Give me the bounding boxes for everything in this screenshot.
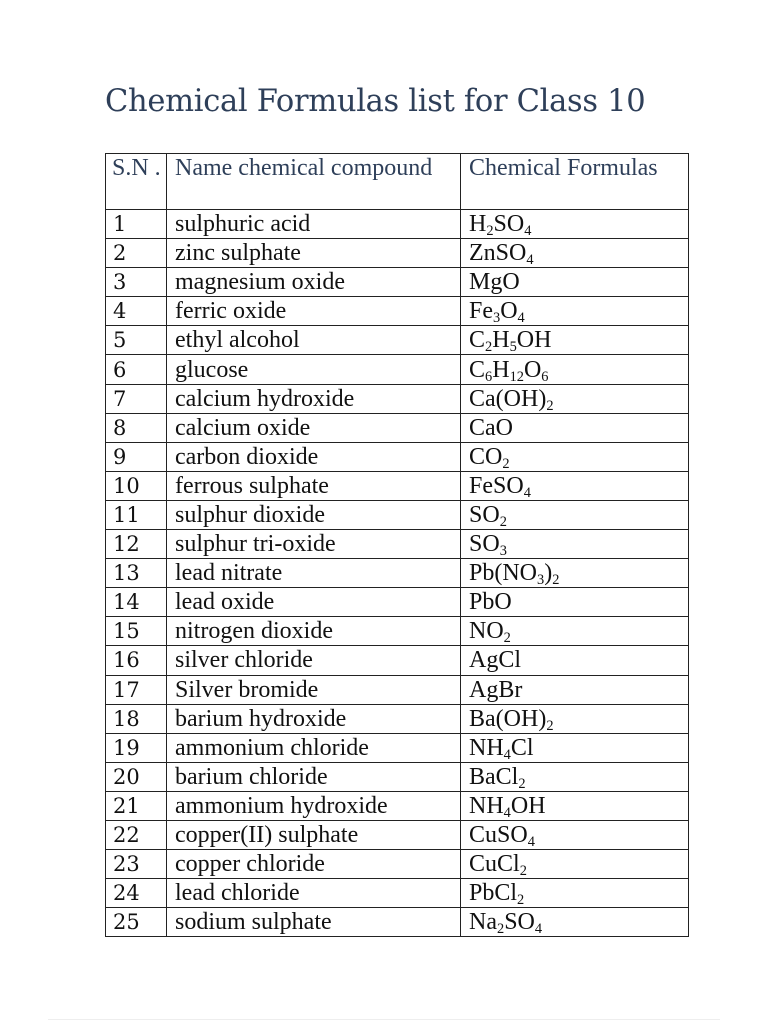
column-header-sn: S.N . <box>106 154 167 210</box>
row-serial-number: 23 <box>106 850 167 879</box>
table-body <box>106 210 689 937</box>
row-chemical-formula: BaCl$_2$ <box>461 762 689 791</box>
row-chemical-formula: $SO_2$ <box>461 500 689 529</box>
row-chemical-formula: MgO <box>461 268 689 297</box>
row-chemical-formula: AgCl <box>461 646 689 675</box>
table-row <box>106 413 689 442</box>
row-chemical-formula: $Ca(OH)_2$ <box>461 384 689 413</box>
table-row <box>106 820 689 849</box>
row-chemical-formula: $Na_2SO_4$ <box>461 908 689 937</box>
row-serial-number: 4 <box>106 297 167 326</box>
row-serial-number: 8 <box>106 413 167 442</box>
table-row <box>106 850 689 879</box>
row-compound-name: silver chloride <box>167 646 461 675</box>
row-compound-name: calcium oxide <box>167 413 461 442</box>
row-serial-number: 15 <box>106 617 167 646</box>
row-chemical-formula: $C_2H_5OH$ <box>461 326 689 355</box>
row-serial-number: 24 <box>106 879 167 908</box>
row-chemical-formula: PbCl$_2$ <box>461 879 689 908</box>
row-compound-name: copper(II) sulphate <box>167 820 461 849</box>
row-chemical-formula: $H_2SO_4$ <box>461 210 689 239</box>
row-compound-name: calcium hydroxide <box>167 384 461 413</box>
row-compound-name: magnesium oxide <box>167 268 461 297</box>
row-chemical-formula: $C_6H_{12}O_6$ <box>461 355 689 384</box>
table-row <box>106 326 689 355</box>
row-chemical-formula: $CO_2$ <box>461 442 689 471</box>
table-row <box>106 297 689 326</box>
row-serial-number: 22 <box>106 820 167 849</box>
chemical-formulas-table <box>105 153 689 937</box>
row-serial-number: 14 <box>106 588 167 617</box>
table-row <box>106 500 689 529</box>
table-row <box>106 384 689 413</box>
row-compound-name: ethyl alcohol <box>167 326 461 355</box>
table-row <box>106 268 689 297</box>
row-compound-name: sulphur tri-oxide <box>167 530 461 559</box>
table-row <box>106 762 689 791</box>
row-serial-number: 3 <box>106 268 167 297</box>
page-bottom-divider <box>48 1019 720 1020</box>
table-row <box>106 879 689 908</box>
row-chemical-formula: $NH_4Cl$ <box>461 733 689 762</box>
table-row <box>106 617 689 646</box>
row-serial-number: 1 <box>106 210 167 239</box>
row-compound-name: ammonium hydroxide <box>167 791 461 820</box>
row-compound-name: barium hydroxide <box>167 704 461 733</box>
row-compound-name: Silver bromide <box>167 675 461 704</box>
row-serial-number: 25 <box>106 908 167 937</box>
row-chemical-formula: $Pb(NO_3)_2$ <box>461 559 689 588</box>
table-row <box>106 559 689 588</box>
row-chemical-formula: $Fe_3O_4$ <box>461 297 689 326</box>
row-serial-number: 12 <box>106 530 167 559</box>
row-chemical-formula: $SO_3$ <box>461 530 689 559</box>
row-serial-number: 20 <box>106 762 167 791</box>
row-compound-name: copper chloride <box>167 850 461 879</box>
row-serial-number: 19 <box>106 733 167 762</box>
row-chemical-formula: $Ba(OH)_2$ <box>461 704 689 733</box>
row-compound-name: nitrogen dioxide <box>167 617 461 646</box>
row-serial-number: 17 <box>106 675 167 704</box>
row-compound-name: lead chloride <box>167 879 461 908</box>
table-row <box>106 646 689 675</box>
column-header-name: Name chemical compound <box>167 154 461 210</box>
row-serial-number: 10 <box>106 471 167 500</box>
row-chemical-formula: PbO <box>461 588 689 617</box>
row-chemical-formula: ZnSO$_4$ <box>461 239 689 268</box>
row-serial-number: 2 <box>106 239 167 268</box>
row-compound-name: zinc sulphate <box>167 239 461 268</box>
row-compound-name: sodium sulphate <box>167 908 461 937</box>
table-row <box>106 442 689 471</box>
row-chemical-formula: CaO <box>461 413 689 442</box>
row-compound-name: carbon dioxide <box>167 442 461 471</box>
table-row <box>106 355 689 384</box>
row-serial-number: 7 <box>106 384 167 413</box>
row-chemical-formula: CuCl$_2$ <box>461 850 689 879</box>
row-compound-name: ferrous sulphate <box>167 471 461 500</box>
table-header-row <box>106 154 689 210</box>
row-compound-name: lead oxide <box>167 588 461 617</box>
column-header-formula: Chemical Formulas <box>461 154 689 210</box>
row-serial-number: 9 <box>106 442 167 471</box>
table-row <box>106 733 689 762</box>
table-row <box>106 210 689 239</box>
row-chemical-formula: FeSO$_4$ <box>461 471 689 500</box>
table-row <box>106 239 689 268</box>
table-row <box>106 791 689 820</box>
row-compound-name: barium chloride <box>167 762 461 791</box>
table-row <box>106 704 689 733</box>
table-row <box>106 908 689 937</box>
row-compound-name: sulphuric acid <box>167 210 461 239</box>
row-serial-number: 13 <box>106 559 167 588</box>
row-chemical-formula: $NO_2$ <box>461 617 689 646</box>
row-serial-number: 6 <box>106 355 167 384</box>
row-compound-name: ammonium chloride <box>167 733 461 762</box>
row-serial-number: 16 <box>106 646 167 675</box>
table-row <box>106 675 689 704</box>
row-compound-name: ferric oxide <box>167 297 461 326</box>
row-compound-name: glucose <box>167 355 461 384</box>
row-chemical-formula: CuSO$_4$ <box>461 820 689 849</box>
row-serial-number: 18 <box>106 704 167 733</box>
row-serial-number: 5 <box>106 326 167 355</box>
row-serial-number: 21 <box>106 791 167 820</box>
row-compound-name: sulphur dioxide <box>167 500 461 529</box>
row-chemical-formula: AgBr <box>461 675 689 704</box>
row-chemical-formula: $NH_4OH$ <box>461 791 689 820</box>
table-row <box>106 588 689 617</box>
page-title: Chemical Formulas list for Class 10 <box>105 84 646 119</box>
table-row <box>106 530 689 559</box>
table-row <box>106 471 689 500</box>
row-compound-name: lead nitrate <box>167 559 461 588</box>
row-serial-number: 11 <box>106 500 167 529</box>
